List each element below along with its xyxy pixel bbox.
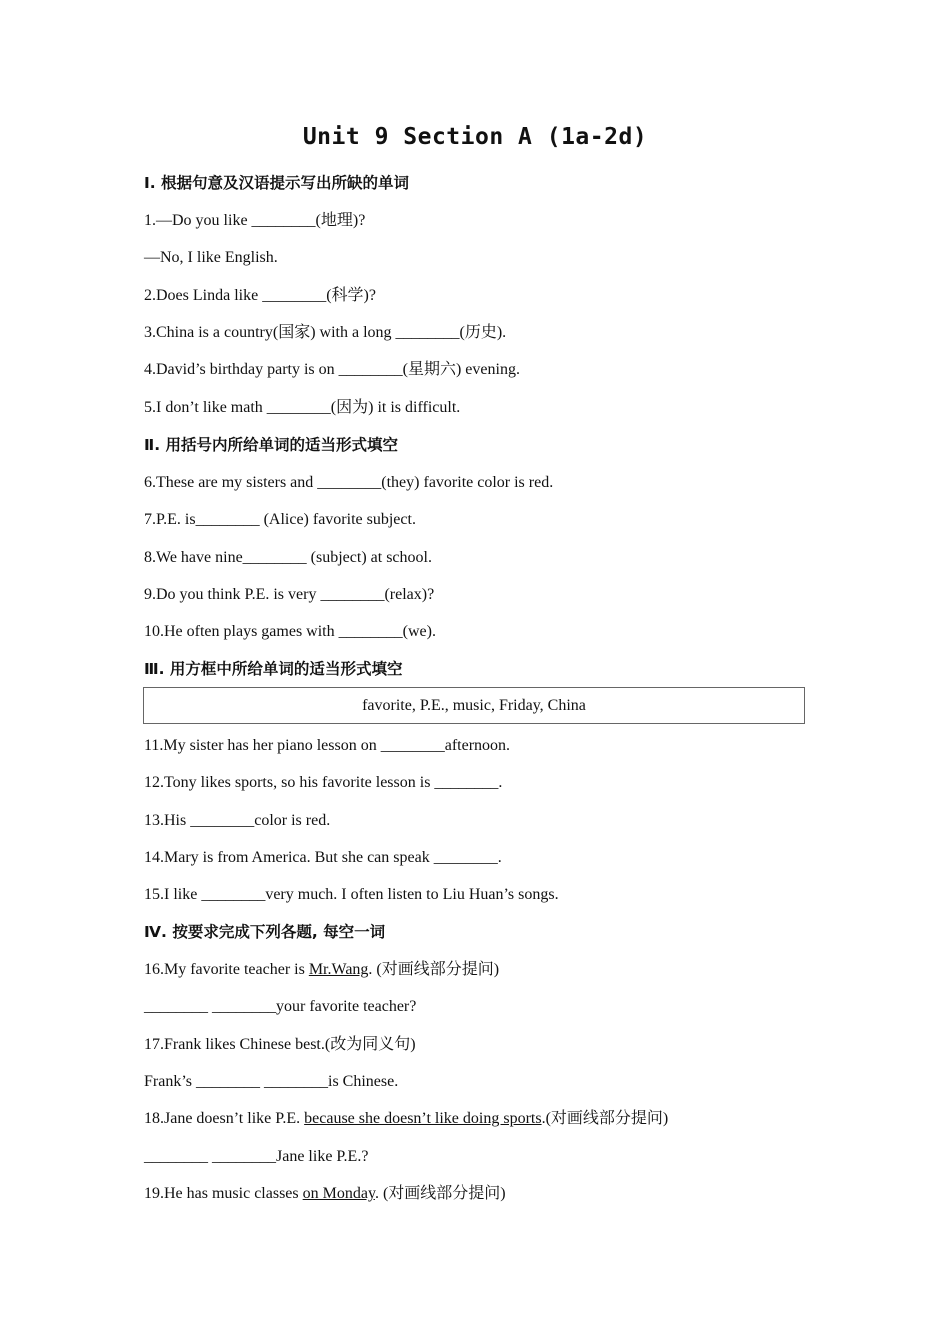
section-3-heading: Ⅲ. 用方框中所给单词的适当形式填空 [144,660,403,678]
question-11: 11.My sister has her piano lesson on ________afternoon. [144,737,511,754]
question-7: 7.P.E. is________ (Alice) favorite subject. [144,511,416,528]
question-5: 5.I don’t like math ________(因为) it is difficult. [144,399,461,416]
question-19-instruction: . (对画线部分提问) [374,1185,506,1202]
question-16-instruction: . (对画线部分提问) [368,961,500,978]
question-18-text: 18.Jane doesn’t like P.E. [144,1110,305,1127]
question-2: 2.Does Linda like ________(科学)? [144,287,376,304]
question-16 [144,960,844,980]
question-18 [144,1109,844,1129]
section-2-heading: Ⅱ. 用括号内所给单词的适当形式填空 [144,436,398,454]
section-4-heading: Ⅳ. 按要求完成下列各题, 每空一词 [144,923,386,941]
question-14: 14.Mary is from America. But she can speak ________. [144,849,502,866]
question-1-answer-line: —No, I like English. [144,249,278,266]
question-19-underlined: on Monday [302,1185,375,1202]
question-8: 8.We have nine________ (subject) at school. [144,549,432,566]
question-4: 4.David’s birthday party is on ________(星期六) evening. [144,361,520,378]
question-13: 13.His ________color is red. [144,812,331,829]
question-18-instruction: .(对画线部分提问) [541,1110,669,1127]
question-3: 3.China is a country(国家) with a long ________(历史). [144,324,507,341]
question-19-text: 19.He has music classes [144,1185,303,1202]
question-6: 6.These are my sisters and ________(they) favorite color is red. [144,474,554,491]
word-box [143,687,805,724]
question-19 [144,1184,844,1204]
word-box-text: favorite, P.E., music, Friday, China [362,696,586,714]
question-16-answer-line: ________ ________your favorite teacher? [144,998,417,1015]
question-1: 1.—Do you like ________(地理)? [144,212,366,229]
question-16-underlined: Mr.Wang [308,961,369,978]
question-17-answer-line: Frank’s ________ ________is Chinese. [144,1073,399,1090]
question-10: 10.He often plays games with ________(we). [144,623,436,640]
question-18-underlined: because she doesn’t like doing sports [304,1110,542,1127]
section-1-heading: Ⅰ. 根据句意及汉语提示写出所缺的单词 [144,174,410,192]
question-12: 12.Tony likes sports, so his favorite lesson is ________. [144,774,503,791]
question-15: 15.I like ________very much. I often listen to Liu Huan’s songs. [144,886,559,903]
question-17: 17.Frank likes Chinese best.(改为同义句) [144,1036,416,1053]
question-16-text: 16.My favorite teacher is [144,961,309,978]
page-title: Unit 9 Section A (1a-2d) [302,124,648,150]
question-9: 9.Do you think P.E. is very ________(relax)? [144,586,435,603]
question-18-answer-line: ________ ________Jane like P.E.? [144,1148,369,1165]
